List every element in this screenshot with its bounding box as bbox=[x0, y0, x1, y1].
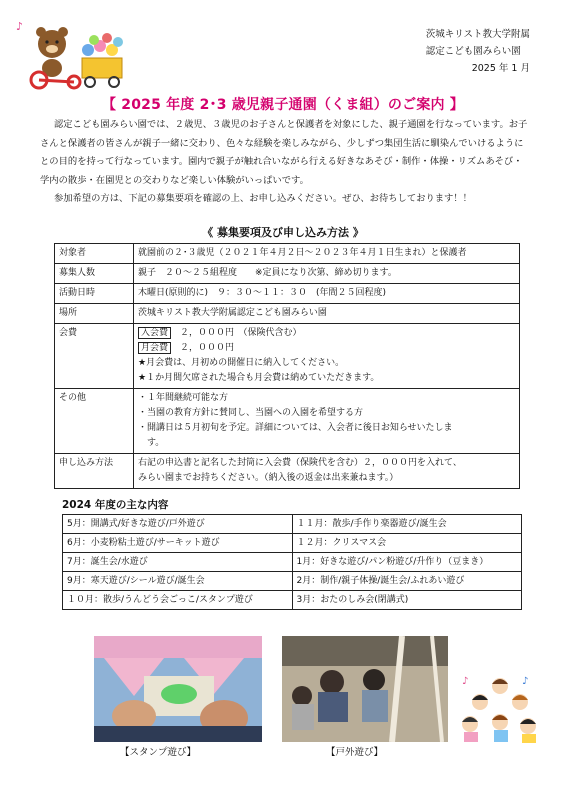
table-row bbox=[63, 572, 522, 591]
entry-fee-label: 入会費 bbox=[138, 327, 171, 339]
activities-title: 2024 年度の主な内容 bbox=[62, 499, 169, 511]
monthly-fee-label: 月会費 bbox=[138, 342, 171, 354]
row-label: 場所 bbox=[55, 304, 134, 324]
entry-fee bbox=[138, 326, 515, 341]
row-label: 申し込み方法 bbox=[55, 454, 134, 489]
activity-cell: 6月：小麦粉粘土遊び/サーキット遊び bbox=[63, 534, 293, 553]
svg-text:♪: ♪ bbox=[522, 676, 529, 687]
page-title: 【 2025 年度 2･3 歳児親子通園（くま組）のご案内 】 bbox=[101, 97, 465, 113]
table-row bbox=[63, 553, 522, 572]
activity-cell: 5月：開講式/好きな遊び/戸外遊び bbox=[63, 515, 293, 534]
activity-cell: 1月：好きな遊び/パン粉遊び/升作り（豆まき） bbox=[292, 553, 522, 572]
table-row bbox=[55, 264, 520, 284]
table-row bbox=[63, 515, 522, 534]
other-item: ・１年間継続可能な方 bbox=[138, 393, 229, 403]
table-row bbox=[55, 389, 520, 454]
activity-cell: 9月：寒天遊び/シール遊び/誕生会 bbox=[63, 572, 293, 591]
other-item: ・当園の教育方針に賛同し、当園への入園を希望する方 bbox=[138, 408, 364, 418]
monthly-fee bbox=[138, 341, 515, 356]
row-label: 会費 bbox=[55, 324, 134, 389]
row-label: 対象者 bbox=[55, 244, 134, 264]
other-item: す。 bbox=[138, 438, 165, 448]
monthly-fee-value: ２，０００円 bbox=[180, 343, 235, 353]
row-value: 親子 ２０～２５組程度 ※定員になり次第、締め切ります。 bbox=[134, 264, 520, 284]
activity-cell: 7月：誕生会/水遊び bbox=[63, 553, 293, 572]
activity-cell: １０月：散歩/うんどう会ごっこ/スタンプ遊び bbox=[63, 591, 293, 610]
fee-note-1: ★月会費は、月初めの開催日に納入してください。 bbox=[138, 358, 345, 368]
table-row bbox=[63, 534, 522, 553]
apply-line: 右記の申込書と記名した封筒に入会費（保険代を含む）２，０００円を入れて、 bbox=[138, 458, 462, 468]
activity-cell: １２月：クリスマス会 bbox=[292, 534, 522, 553]
requirements-title: 《 募集要項及び申し込み方法 》 bbox=[202, 226, 364, 239]
children-singing-illustration bbox=[458, 672, 542, 744]
activities-table bbox=[62, 514, 522, 610]
row-label: 募集人数 bbox=[55, 264, 134, 284]
outdoor-play-caption: 【戸外遊び】 bbox=[326, 747, 384, 758]
row-label: その他 bbox=[55, 389, 134, 454]
school-header bbox=[426, 26, 530, 77]
table-row bbox=[63, 591, 522, 610]
apply-line: みらい園までお持ちください。（納入後の返金は出来兼ねます。） bbox=[138, 473, 399, 483]
apply-details bbox=[134, 454, 520, 489]
fee-details bbox=[134, 324, 520, 389]
entry-fee-value: ２，０００円 （保険代含む） bbox=[180, 328, 302, 338]
table-row bbox=[55, 284, 520, 304]
requirements-table bbox=[54, 243, 520, 489]
activity-cell: 3月：おたのしみ会(閉講式) bbox=[292, 591, 522, 610]
activity-cell: １１月：散歩/手作り楽器遊び/誕生会 bbox=[292, 515, 522, 534]
table-row bbox=[55, 324, 520, 389]
intro-paragraph-1: 認定こども園みらい園では、２歳児、３歳児のお子さんと保護者を対象にした、親子通園を行なっています。お子さんと保護者の皆さんが親子一緒に交わり、色々な経験を楽しみながら、少しずつ集団生活に馴染んでいけるようにとの目的を持って行なっています。園内で親子が触れ合いながら行える好きなあそび・制作・体操・リズムあそび・学内の散歩・在園児との交わりなど楽しい体験がいっぱいです。 bbox=[40, 119, 528, 186]
school-name-line1: 茨城キリスト教大学附属 bbox=[425, 29, 530, 40]
issue-date: 2025 年 1 月 bbox=[471, 63, 530, 74]
school-name-line2: 認定こども園みらい園 bbox=[425, 46, 521, 57]
row-label: 活動日時 bbox=[55, 284, 134, 304]
row-value: 木曜日(原則的に) ９：３０～１１：３０ (年間２５回程度) bbox=[134, 284, 520, 304]
activity-cell: 2月：制作/親子体操/誕生会/ふれあい遊び bbox=[292, 572, 522, 591]
intro-paragraph-2: 参加希望の方は、下記の募集要項を確認の上、お申し込みください。ぜひ、お待ちしております！！ bbox=[53, 193, 472, 204]
table-row bbox=[55, 304, 520, 324]
bear-tricycle-illustration bbox=[14, 18, 132, 90]
intro-text bbox=[40, 116, 528, 209]
svg-text:♪: ♪ bbox=[16, 20, 24, 33]
stamp-play-caption: 【スタンプ遊び】 bbox=[120, 747, 197, 758]
svg-text:♪: ♪ bbox=[462, 676, 469, 687]
other-details bbox=[134, 389, 520, 454]
fee-note-2: ★１か月間欠席された場合も月会費は納めていただきます。 bbox=[138, 373, 380, 383]
other-item: ・開講日は５月初旬を予定。詳細については、入会者に後日お知らせいたしま bbox=[138, 423, 453, 433]
table-row bbox=[55, 454, 520, 489]
table-row bbox=[55, 244, 520, 264]
row-value: 就園前の２･３歳児（２０２１年４月２日～２０２３年４月１日生まれ）と保護者 bbox=[134, 244, 520, 264]
row-value: 茨城キリスト教大学附属認定こども園みらい園 bbox=[134, 304, 520, 324]
outdoor-play-photo bbox=[282, 636, 448, 742]
stamp-play-photo bbox=[94, 636, 262, 742]
